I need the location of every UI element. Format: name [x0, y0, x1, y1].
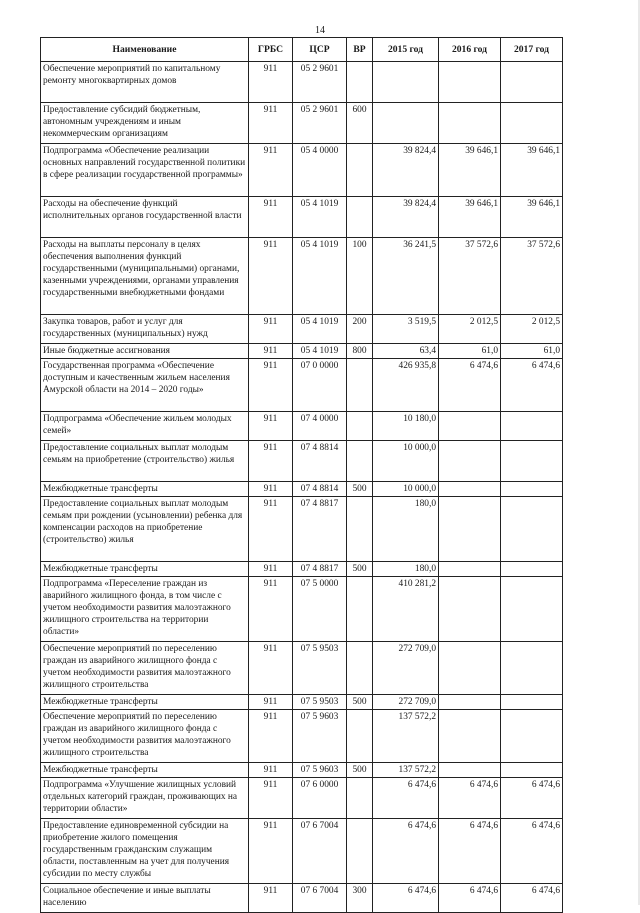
header-2015: 2015 год — [373, 38, 439, 62]
cell-csr: 07 6 7004 — [293, 884, 347, 913]
cell-csr: 05 4 1019 — [293, 344, 347, 359]
cell-grbs: 911 — [249, 819, 293, 884]
cell-vr — [347, 359, 373, 412]
cell-csr: 05 4 1019 — [293, 197, 347, 238]
cell-y2016 — [439, 763, 501, 778]
cell-csr: 05 4 1019 — [293, 238, 347, 315]
cell-vr — [347, 62, 373, 103]
cell-y2017: 6 474,6 — [501, 359, 563, 412]
cell-grbs: 911 — [249, 344, 293, 359]
table-body — [41, 62, 563, 913]
cell-y2017: 2 012,5 — [501, 315, 563, 344]
cell-y2016: 39 646,1 — [439, 197, 501, 238]
cell-name: Обеспечение мероприятий по переселению граждан из аварийного жилищного фонда с учетом необходимости развития малоэтажного жилищного строительства — [41, 642, 249, 695]
cell-y2015: 6 474,6 — [373, 778, 439, 819]
cell-csr: 05 4 0000 — [293, 144, 347, 197]
cell-vr: 100 — [347, 238, 373, 315]
cell-y2017 — [501, 577, 563, 642]
cell-name: Подпрограмма «Улучшение жилищных условий отдельных категорий граждан, проживающих на территории области» — [41, 778, 249, 819]
cell-y2017 — [501, 695, 563, 710]
cell-y2016: 6 474,6 — [439, 884, 501, 913]
cell-y2015: 6 474,6 — [373, 819, 439, 884]
cell-csr: 07 4 8814 — [293, 441, 347, 482]
cell-name: Подпрограмма «Переселение граждан из аварийного жилищного фонда, в том числе с учетом необходимости развития малоэтажного жилищного строительства на территории области» — [41, 577, 249, 642]
cell-grbs: 911 — [249, 497, 293, 562]
cell-grbs: 911 — [249, 441, 293, 482]
table-row — [41, 344, 563, 359]
cell-y2015: 410 281,2 — [373, 577, 439, 642]
cell-y2016: 39 646,1 — [439, 144, 501, 197]
header-2017: 2017 год — [501, 38, 563, 62]
table-row — [41, 197, 563, 238]
cell-vr: 200 — [347, 315, 373, 344]
cell-vr: 500 — [347, 482, 373, 497]
cell-y2017: 37 572,6 — [501, 238, 563, 315]
cell-name: Межбюджетные трансферты — [41, 695, 249, 710]
cell-name: Обеспечение мероприятий по переселению граждан из аварийного жилищного фонда с учетом необходимости развития малоэтажного жилищного строительства — [41, 710, 249, 763]
table-row — [41, 315, 563, 344]
cell-y2016 — [439, 562, 501, 577]
cell-vr — [347, 577, 373, 642]
cell-grbs: 911 — [249, 197, 293, 238]
cell-y2016 — [439, 497, 501, 562]
cell-y2016 — [439, 710, 501, 763]
cell-y2015: 137 572,2 — [373, 763, 439, 778]
cell-y2015: 180,0 — [373, 497, 439, 562]
cell-grbs: 911 — [249, 144, 293, 197]
cell-vr — [347, 197, 373, 238]
table-row — [41, 144, 563, 197]
table-row — [41, 778, 563, 819]
cell-csr: 07 6 0000 — [293, 778, 347, 819]
cell-y2015: 39 824,4 — [373, 144, 439, 197]
table-row — [41, 497, 563, 562]
cell-csr: 07 6 7004 — [293, 819, 347, 884]
table-row — [41, 62, 563, 103]
cell-csr: 07 5 9603 — [293, 763, 347, 778]
table-row — [41, 359, 563, 412]
cell-name: Расходы на выплаты персоналу в целях обеспечения выполнения функций государственными (муниципальными) органами, казенными учреждениями, органами управления государственными внебюджетными фондами — [41, 238, 249, 315]
cell-y2017 — [501, 103, 563, 144]
cell-y2016 — [439, 103, 501, 144]
table-row — [41, 763, 563, 778]
cell-vr — [347, 778, 373, 819]
cell-y2016 — [439, 441, 501, 482]
cell-y2015: 10 180,0 — [373, 412, 439, 441]
cell-y2017 — [501, 710, 563, 763]
cell-name: Предоставление социальных выплат молодым семьям при рождении (усыновлении) ребенка для компенсации расходов на приобретение (строительство) жилья — [41, 497, 249, 562]
table-header-row — [41, 38, 563, 62]
cell-csr: 07 4 0000 — [293, 412, 347, 441]
cell-grbs: 911 — [249, 577, 293, 642]
cell-y2016: 37 572,6 — [439, 238, 501, 315]
cell-grbs: 911 — [249, 359, 293, 412]
cell-y2015: 10 000,0 — [373, 441, 439, 482]
cell-csr: 07 5 0000 — [293, 577, 347, 642]
cell-y2017: 6 474,6 — [501, 819, 563, 884]
cell-name: Иные бюджетные ассигнования — [41, 344, 249, 359]
cell-y2017 — [501, 62, 563, 103]
table-row — [41, 441, 563, 482]
cell-grbs: 911 — [249, 62, 293, 103]
cell-csr: 07 4 8817 — [293, 562, 347, 577]
cell-y2017: 6 474,6 — [501, 884, 563, 913]
cell-y2015 — [373, 103, 439, 144]
header-name: Наименование — [41, 38, 249, 62]
cell-name: Межбюджетные трансферты — [41, 763, 249, 778]
cell-name: Социальное обеспечение и иные выплаты населению — [41, 884, 249, 913]
cell-vr — [347, 642, 373, 695]
cell-name: Предоставление единовременной субсидии на приобретение жилого помещения государственным гражданским служащим области, поставленным на учет для получения субсидии по месту службы — [41, 819, 249, 884]
cell-grbs: 911 — [249, 412, 293, 441]
cell-grbs: 911 — [249, 763, 293, 778]
cell-csr: 07 0 0000 — [293, 359, 347, 412]
table-row — [41, 819, 563, 884]
cell-grbs: 911 — [249, 710, 293, 763]
cell-name: Государственная программа «Обеспечение доступным и качественным жильем населения Амурской области на 2014 – 2020 годы» — [41, 359, 249, 412]
cell-vr: 600 — [347, 103, 373, 144]
cell-name: Межбюджетные трансферты — [41, 562, 249, 577]
cell-csr: 07 5 9503 — [293, 695, 347, 710]
cell-y2015: 36 241,5 — [373, 238, 439, 315]
cell-csr: 05 2 9601 — [293, 103, 347, 144]
cell-grbs: 911 — [249, 778, 293, 819]
cell-y2016 — [439, 642, 501, 695]
cell-y2015 — [373, 62, 439, 103]
cell-y2017 — [501, 441, 563, 482]
cell-vr: 800 — [347, 344, 373, 359]
table-row — [41, 642, 563, 695]
cell-y2016: 6 474,6 — [439, 778, 501, 819]
cell-grbs: 911 — [249, 103, 293, 144]
table-row — [41, 577, 563, 642]
header-grbs: ГРБС — [249, 38, 293, 62]
page-number: 14 — [315, 25, 325, 36]
cell-csr: 07 5 9503 — [293, 642, 347, 695]
cell-csr: 05 2 9601 — [293, 62, 347, 103]
cell-y2015: 272 709,0 — [373, 695, 439, 710]
cell-vr — [347, 441, 373, 482]
cell-vr: 500 — [347, 695, 373, 710]
cell-y2017 — [501, 642, 563, 695]
cell-vr — [347, 710, 373, 763]
cell-y2015: 426 935,8 — [373, 359, 439, 412]
cell-vr — [347, 819, 373, 884]
cell-name: Предоставление субсидий бюджетным, автономным учреждениям и иным некоммерческим организациям — [41, 103, 249, 144]
cell-vr — [347, 144, 373, 197]
cell-y2017: 61,0 — [501, 344, 563, 359]
cell-grbs: 911 — [249, 238, 293, 315]
cell-name: Подпрограмма «Обеспечение реализации основных направлений государственной политики в сфере реализации государственной программы» — [41, 144, 249, 197]
cell-y2015: 63,4 — [373, 344, 439, 359]
cell-y2016 — [439, 62, 501, 103]
cell-y2016: 61,0 — [439, 344, 501, 359]
cell-y2015: 272 709,0 — [373, 642, 439, 695]
cell-name: Закупка товаров, работ и услуг для государственных (муниципальных) нужд — [41, 315, 249, 344]
cell-y2017: 39 646,1 — [501, 197, 563, 238]
cell-vr — [347, 497, 373, 562]
cell-name: Предоставление социальных выплат молодым семьям на приобретение (строительство) жилья — [41, 441, 249, 482]
cell-y2015: 180,0 — [373, 562, 439, 577]
cell-y2017 — [501, 412, 563, 441]
cell-y2015: 10 000,0 — [373, 482, 439, 497]
header-2016: 2016 год — [439, 38, 501, 62]
cell-y2016: 2 012,5 — [439, 315, 501, 344]
table-row — [41, 482, 563, 497]
cell-csr: 07 5 9603 — [293, 710, 347, 763]
cell-y2016: 6 474,6 — [439, 819, 501, 884]
cell-grbs: 911 — [249, 642, 293, 695]
header-vr: ВР — [347, 38, 373, 62]
cell-y2016 — [439, 482, 501, 497]
cell-y2016 — [439, 412, 501, 441]
cell-y2015: 3 519,5 — [373, 315, 439, 344]
cell-y2015: 137 572,2 — [373, 710, 439, 763]
cell-y2015: 39 824,4 — [373, 197, 439, 238]
table-row — [41, 238, 563, 315]
cell-csr: 07 4 8814 — [293, 482, 347, 497]
cell-name: Расходы на обеспечение функций исполнительных органов государственной власти — [41, 197, 249, 238]
cell-csr: 07 4 8817 — [293, 497, 347, 562]
cell-vr — [347, 412, 373, 441]
table-row — [41, 562, 563, 577]
cell-y2017 — [501, 562, 563, 577]
table-row — [41, 710, 563, 763]
cell-vr: 500 — [347, 562, 373, 577]
cell-y2017 — [501, 763, 563, 778]
cell-grbs: 911 — [249, 562, 293, 577]
table-row — [41, 412, 563, 441]
cell-y2017 — [501, 497, 563, 562]
cell-y2017 — [501, 482, 563, 497]
cell-grbs: 911 — [249, 315, 293, 344]
cell-name: Обеспечение мероприятий по капитальному ремонту многоквартирных домов — [41, 62, 249, 103]
table-row — [41, 695, 563, 710]
cell-y2017: 6 474,6 — [501, 778, 563, 819]
cell-name: Межбюджетные трансферты — [41, 482, 249, 497]
cell-vr: 300 — [347, 884, 373, 913]
cell-y2016: 6 474,6 — [439, 359, 501, 412]
budget-table — [40, 37, 563, 913]
cell-y2016 — [439, 695, 501, 710]
table-row — [41, 103, 563, 144]
cell-y2017: 39 646,1 — [501, 144, 563, 197]
cell-csr: 05 4 1019 — [293, 315, 347, 344]
table-row — [41, 884, 563, 913]
cell-name: Подпрограмма «Обеспечение жильем молодых семей» — [41, 412, 249, 441]
cell-y2015: 6 474,6 — [373, 884, 439, 913]
cell-grbs: 911 — [249, 884, 293, 913]
cell-y2016 — [439, 577, 501, 642]
cell-grbs: 911 — [249, 695, 293, 710]
header-csr: ЦСР — [293, 38, 347, 62]
cell-grbs: 911 — [249, 482, 293, 497]
cell-vr: 500 — [347, 763, 373, 778]
